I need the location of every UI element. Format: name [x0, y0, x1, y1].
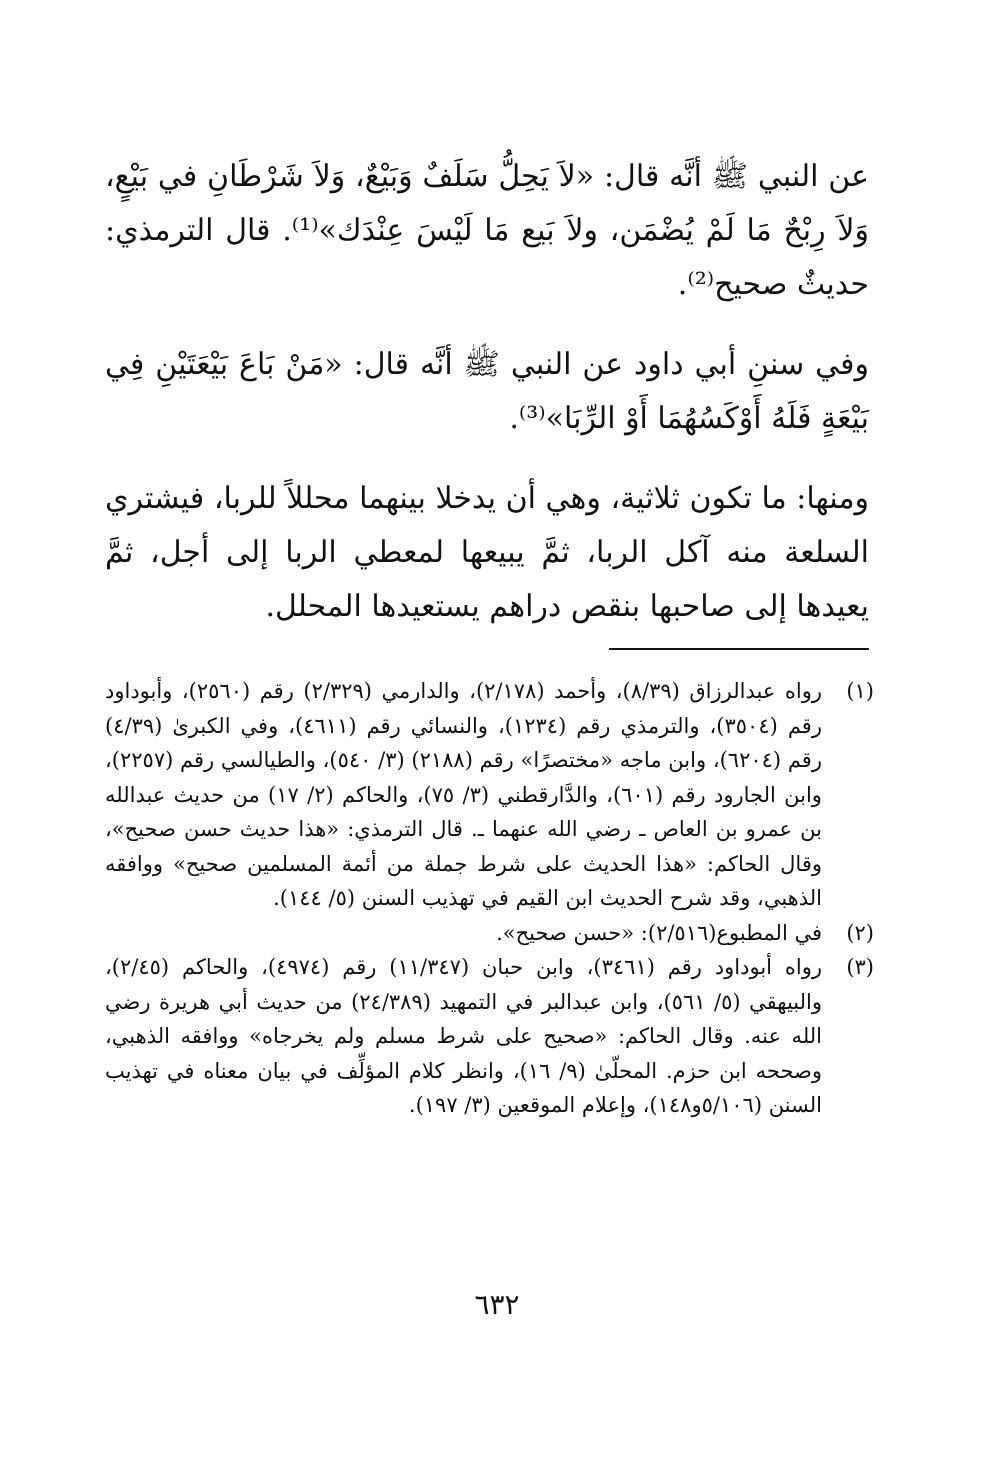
footnote-number: (٢) [846, 920, 874, 945]
footnote-text: رواه عبدالرزاق (٨/٣٩)، وأحمد (٢/١٧٨)، والدارمي (٢/٣٢٩) رقم (٢٥٦٠)، وأبوداود رقم (٣٥٠٤)، والترمذي رقم (١٢٣٤)، والنسائي رقم (٤٦١١)، وفي الكبرىٰ (٤/٣٩) رقم (٦٢٠٤)، وابن ماجه «مختصرًا» رقم (٢١٨٨) (٣/ ٥٤٠)، والطيالسي رقم (٢٢٥٧)، وابن الجارود رقم (٦٠١)، والدَّارقطني (٣/ ٧٥)، والحاكم (٢/ ١٧) من حديث عبدالله بن عمرو بن العاص ـ رضي الله عنهما ـ. قال الترمذي: «هذا حديث حسن صحيح»، وقال الحاكم: «هذا الحديث على شرط جملة من أئمة المسلمين صحيح» ووافقه الذهبي، وقد شرح الحديث ابن القيم في تهذيب السنن (٥/ ١٤٤). [105, 679, 822, 910]
footnote-text: رواه أبوداود رقم (٣٤٦١)، وابن حبان (١١/٣٤٧) رقم (٤٩٧٤)، والحاكم (٢/٤٥)، والبيهقي (٥/ ٥٦١)، وابن عبدالبر في التمهيد (٢٤/٣٨٩) من حديث أبي هريرة رضي الله عنه. وقال الحاكم: «صحيح على شرط مسلم ولم يخرجاه» ووافقه الذهبي، وصححه ابن حزم. المحلّىٰ (٩/ ١٦)، وانظر كلام المؤلِّف في بيان معناه في تهذيب السنن (٥/١٠٦و١٤٨)، وإعلام الموقعين (٣/ ١٩٧). [105, 955, 822, 1117]
paragraph-hadith-sale: عن النبي ﷺ أنَّه قال: «لاَ يَحِلُّ سَلَفٌ وَبَيْعٌ، وَلاَ شَرْطَانِ في بَيْعٍ، وَلاَ رِبْحٌ مَا لَمْ يُضْمَن، ولاَ بَيع مَا لَيْسَ عِنْدَك»⁽¹⁾. قال الترمذي: حديثٌ صحيح⁽²⁾. [105, 159, 869, 302]
main-text [105, 150, 869, 634]
footnote-separator [609, 648, 869, 650]
footnotes [105, 674, 874, 1123]
paragraph-triple-sale: ومنها: ما تكون ثلاثية، وهي أن يدخلا بينهما محللاً للربا، فيشتري السلعة منه آكل الربا، ثمَّ يبيعها لمعطي الربا إلى أجل، ثمَّ يعيدها إلى صاحبها بنقص دراهم يستعيدها المحلل. [105, 481, 869, 624]
footnote-3 [105, 950, 874, 1123]
footnote-2 [105, 916, 874, 951]
footnote-text: في المطبوع(٢/٥١٦): «حسن صحيح». [496, 920, 822, 945]
page-number: ٦٣٢ [474, 1288, 520, 1321]
footnote-number: (١) [846, 679, 874, 703]
paragraph-abu-dawud: وفي سننِ أبي داود عن النبي ﷺ أنَّه قال: «مَنْ بَاعَ بَيْعَتَيْنِ فِي بَيْعَةٍ فَلَهُ أَوْكَسُهُمَا أَوْ الرِّبَا»⁽³⁾. [105, 347, 869, 436]
footnote-number: (٣) [846, 955, 874, 979]
footnote-1 [105, 674, 874, 916]
